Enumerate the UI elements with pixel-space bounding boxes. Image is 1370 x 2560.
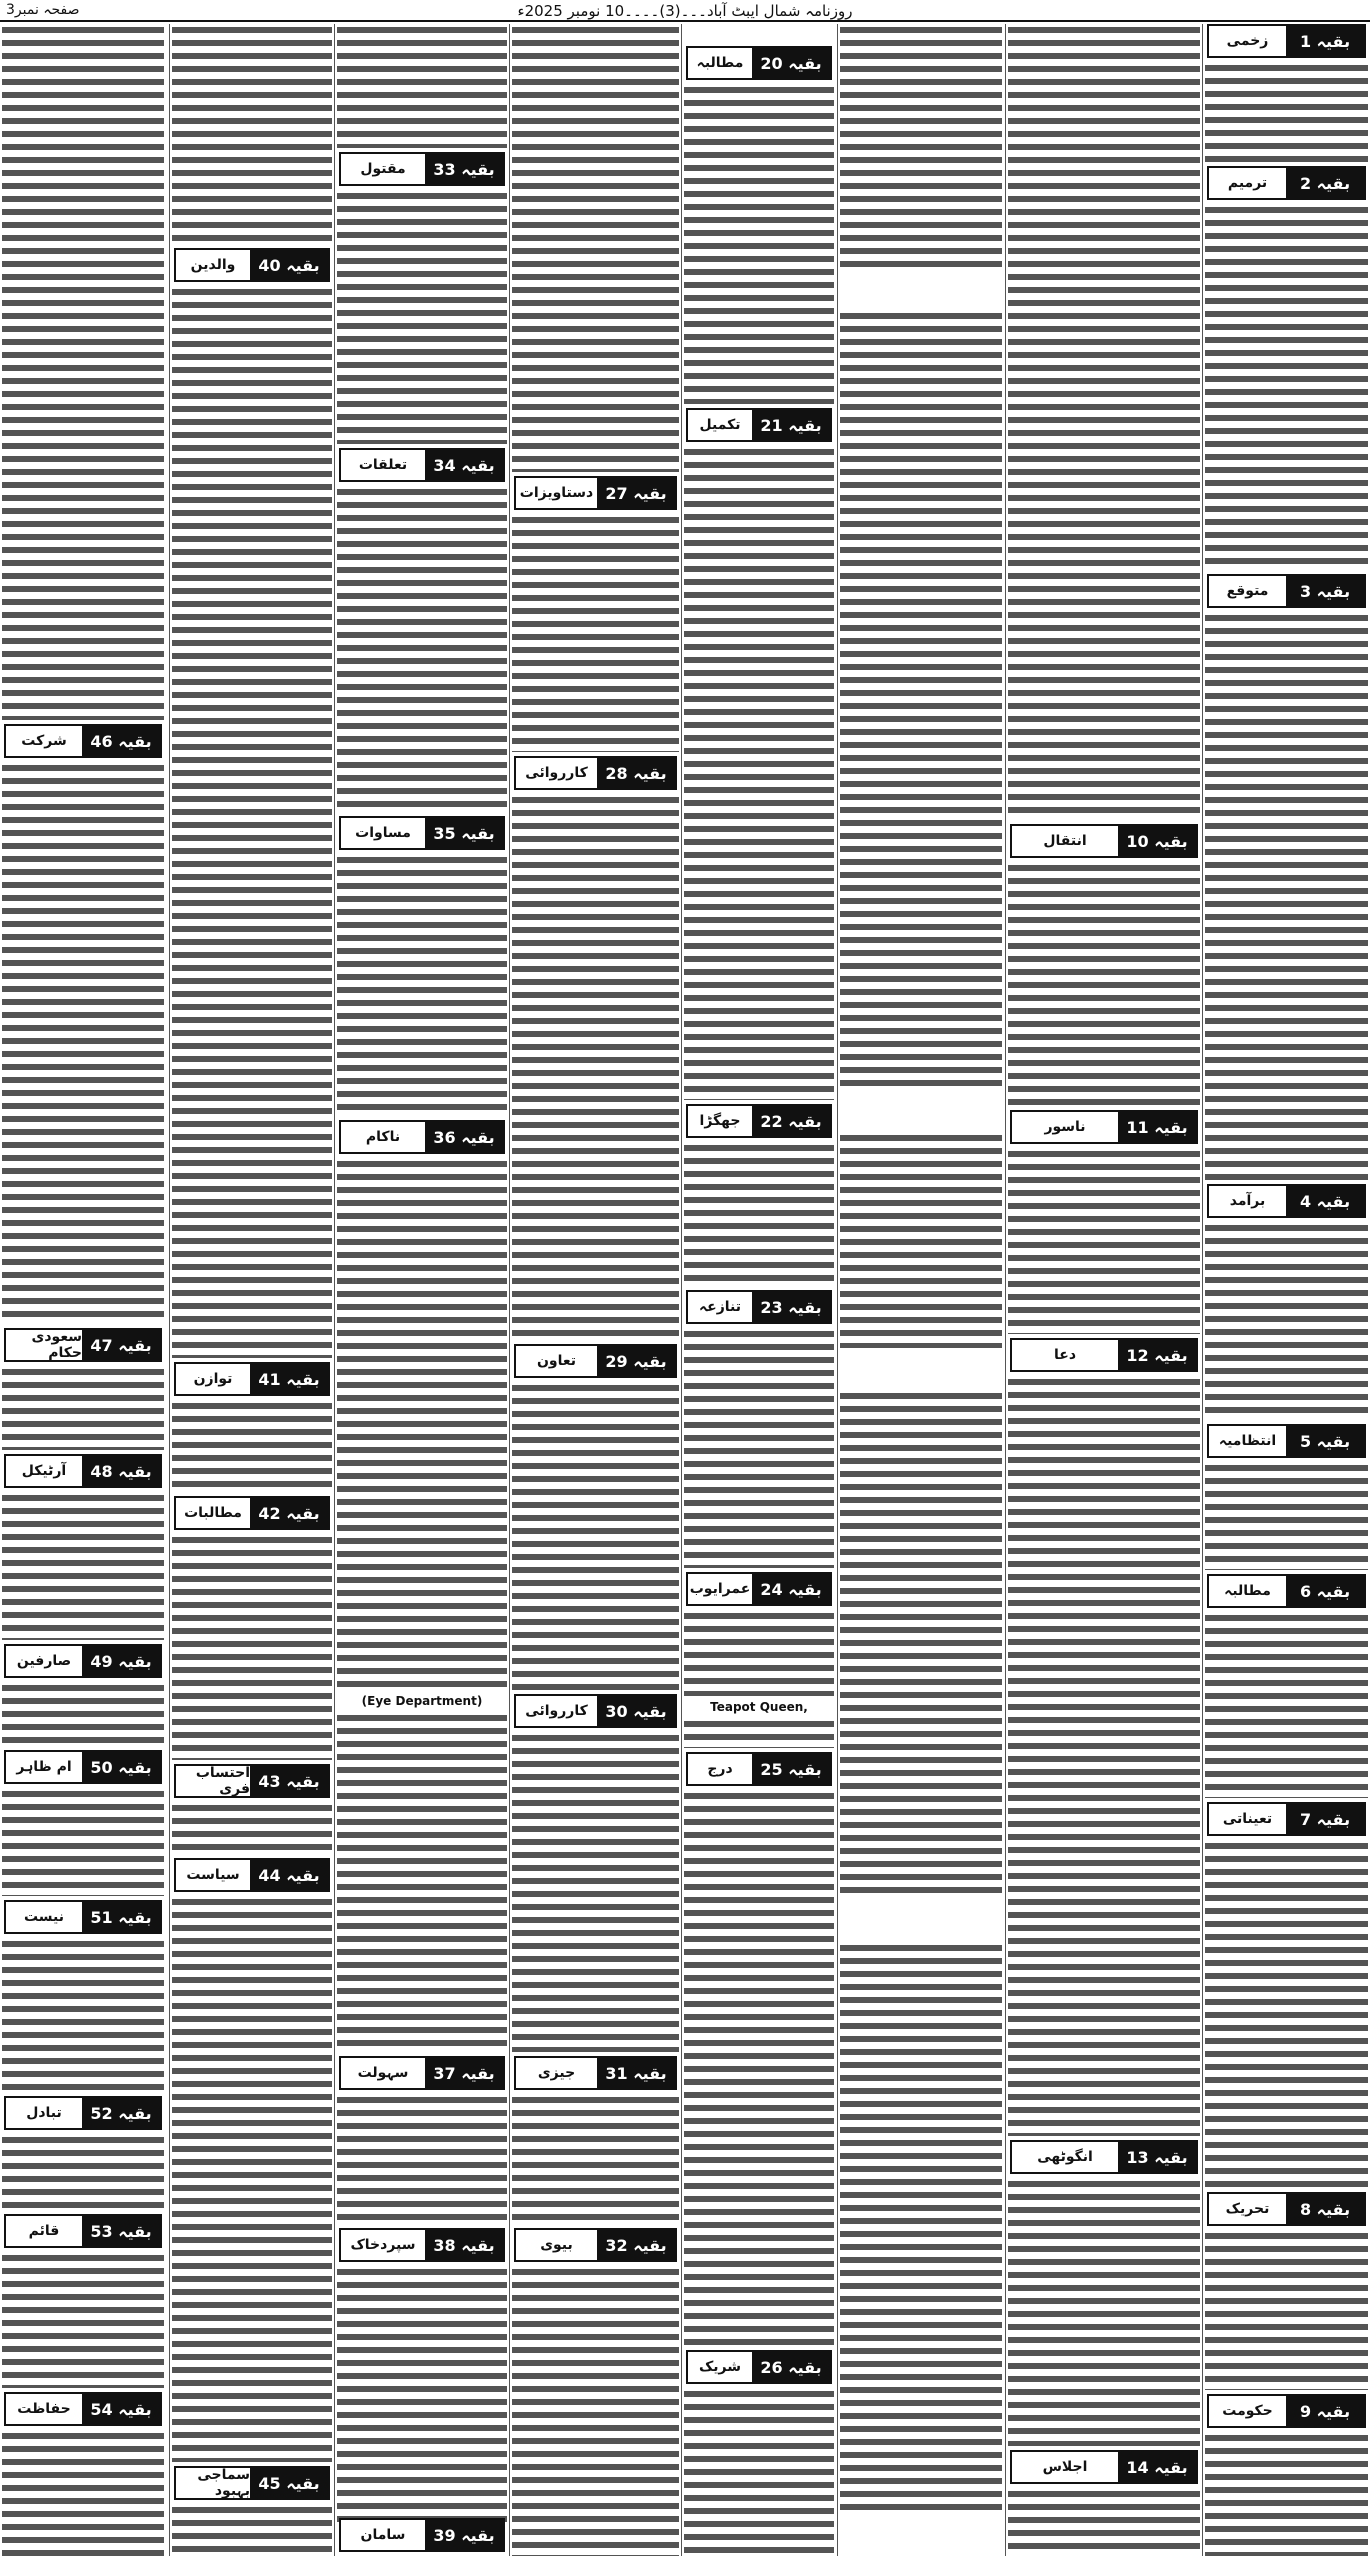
article-text [172, 24, 332, 244]
box-label: بقیہ 22 [752, 1106, 830, 1136]
continuation-box-8 [1207, 2192, 1366, 2226]
box-topic: انتظامیہ [1218, 1433, 1277, 1449]
box-topic: نیست [23, 1909, 65, 1925]
continuation-box-52 [4, 2096, 162, 2130]
box-label: بقیہ 11 [1118, 1112, 1196, 1142]
article-text [1008, 1148, 1200, 1334]
article-text [2, 2134, 164, 2210]
continuation-box-12 [1010, 1338, 1198, 1372]
box-topic: مساوات [355, 825, 411, 841]
article-text [512, 2266, 679, 2556]
box-label: بقیہ 36 [425, 1122, 503, 1152]
box-topic: درج [707, 1761, 733, 1777]
column-6 [337, 24, 507, 2556]
article-text [337, 190, 507, 444]
article-text [337, 1158, 507, 1690]
continuation-box-10 [1010, 824, 1198, 858]
box-label: بقیہ 48 [82, 1456, 160, 1486]
continuation-box-9 [1207, 2394, 1366, 2428]
box-label: بقیہ 25 [752, 1754, 830, 1784]
article-text [337, 854, 507, 1116]
article-text [1205, 1462, 1368, 1570]
continuation-box-1 [1207, 24, 1366, 58]
article-text [1205, 1222, 1368, 1420]
box-topic: کارروائی [525, 765, 588, 781]
article-text [337, 24, 507, 148]
box-label: بقیہ 50 [82, 1752, 160, 1782]
continuation-box-26 [686, 2350, 832, 2384]
box-topic: انگوٹھی [1037, 2149, 1093, 2165]
article-text [684, 1142, 834, 1286]
article-text [172, 1400, 332, 1492]
article-text [172, 2504, 332, 2556]
article-text [2, 762, 164, 1324]
box-label: بقیہ 40 [250, 250, 328, 280]
continuation-box-38 [339, 2228, 505, 2262]
box-topic: تعلقات [358, 457, 408, 473]
article-text [337, 2266, 507, 2526]
column-rule [334, 24, 335, 2556]
box-label: بقیہ 42 [250, 1498, 328, 1528]
article-text [2, 1938, 164, 2092]
box-label: بقیہ 20 [752, 48, 830, 78]
box-topic: قائم [28, 2223, 60, 2239]
box-topic: تعیناتی [1222, 1811, 1273, 1827]
continuation-box-7 [1207, 1802, 1366, 1836]
column-rule [169, 24, 170, 2556]
box-label: بقیہ 52 [82, 2098, 160, 2128]
box-topic: صارفین [16, 1653, 72, 1669]
continuation-box-45 [174, 2466, 330, 2500]
box-label: بقیہ 10 [1118, 826, 1196, 856]
box-label: بقیہ 46 [82, 726, 160, 756]
box-label: بقیہ 54 [82, 2394, 160, 2424]
article-text [1205, 62, 1368, 164]
box-label: بقیہ 33 [425, 154, 503, 184]
box-label: بقیہ 45 [250, 2468, 328, 2498]
box-label: بقیہ 31 [597, 2058, 675, 2088]
continuation-box-20 [686, 46, 832, 80]
article-text [1205, 1612, 1368, 1798]
box-label: بقیہ 34 [425, 450, 503, 480]
continuation-box-21 [686, 408, 832, 442]
continuation-box-2 [1207, 166, 1366, 200]
continuation-box-13 [1010, 2140, 1198, 2174]
continuation-box-34 [339, 448, 505, 482]
box-label: بقیہ 29 [597, 1346, 675, 1376]
box-topic: جیزی [537, 2065, 576, 2081]
box-label: بقیہ 3 [1286, 576, 1364, 606]
continuation-box-5 [1207, 1424, 1366, 1458]
continuation-box-3 [1207, 574, 1366, 608]
box-topic: توازن [193, 1371, 233, 1387]
box-topic: سپردخاک [350, 2237, 416, 2253]
article-text [1008, 1376, 1200, 2136]
article-text [684, 84, 834, 404]
column-rule [837, 24, 838, 2556]
box-topic: احتساب فری [195, 1765, 250, 1797]
continuation-box-22 [686, 1104, 832, 1138]
article-text [1205, 1840, 1368, 2188]
box-label: بقیہ 12 [1118, 1340, 1196, 1370]
page-number: صفحہ نمبر3 [6, 2, 80, 18]
continuation-box-53 [4, 2214, 162, 2248]
box-topic: آرٹیکل [21, 1463, 67, 1479]
article-text [684, 446, 834, 1100]
column-rule [509, 24, 510, 2556]
article-text [337, 1712, 507, 2052]
article-text [512, 2094, 679, 2224]
box-topic: والدین [190, 257, 236, 273]
box-label: بقیہ 43 [250, 1766, 328, 1796]
box-label: بقیہ 21 [752, 410, 830, 440]
box-topic: تنازعہ [698, 1299, 742, 1315]
continuation-box-49 [4, 1644, 162, 1678]
continuation-box-50 [4, 1750, 162, 1784]
continuation-box-35 [339, 816, 505, 850]
article-text [840, 1942, 1002, 2514]
column-3 [840, 24, 1002, 2556]
box-topic: تحریک [1225, 2201, 1270, 2217]
box-label: بقیہ 4 [1286, 1186, 1364, 1216]
continuation-box-33 [339, 152, 505, 186]
continuation-box-31 [514, 2056, 677, 2090]
box-topic: ام ظاہر [16, 1759, 72, 1775]
box-topic: مطالبہ [1224, 1583, 1271, 1599]
box-label: بقیہ 1 [1286, 26, 1364, 56]
continuation-box-46 [4, 724, 162, 758]
box-label: بقیہ 6 [1286, 1576, 1364, 1606]
masthead: روزنامہ شمال ایبٹ آباد۔۔۔(3)۔۔۔۔10 نومبر 2025ء [517, 2, 853, 20]
box-topic: سماجی بہبود [197, 2467, 250, 2499]
column-rule [681, 24, 682, 2556]
box-topic: ناسور [1044, 1119, 1086, 1135]
box-topic: ترمیم [1227, 175, 1268, 191]
box-label: بقیہ 13 [1118, 2142, 1196, 2172]
article-text [1008, 24, 1200, 820]
box-topic: بیوی [540, 2237, 573, 2253]
box-label: بقیہ 8 [1286, 2194, 1364, 2224]
article-text [2, 2252, 164, 2388]
article-text [684, 1328, 834, 1568]
continuation-box-11 [1010, 1110, 1198, 1144]
article-text [512, 1732, 679, 2052]
article-text [840, 1132, 1002, 1348]
box-topic: سامان [360, 2527, 406, 2543]
box-topic: شریک [698, 2359, 742, 2375]
article-text [172, 1802, 332, 1854]
box-label: بقیہ 30 [597, 1696, 675, 1726]
article-text [512, 24, 679, 472]
article-text [1008, 2488, 1200, 2556]
box-topic: مطالبات [184, 1505, 242, 1521]
page-header [0, 0, 1370, 22]
box-label: بقیہ 23 [752, 1292, 830, 1322]
continuation-box-36 [339, 1120, 505, 1154]
box-label: بقیہ 26 [752, 2352, 830, 2382]
article-text [1205, 2432, 1368, 2556]
box-label: بقیہ 49 [82, 1646, 160, 1676]
box-label: بقیہ 41 [250, 1364, 328, 1394]
continuation-box-29 [514, 1344, 677, 1378]
box-label: بقیہ 27 [597, 478, 675, 508]
article-text [2, 1366, 164, 1450]
article-text [1205, 2230, 1368, 2390]
article-text [684, 1790, 834, 2346]
box-topic: سیاست [186, 1867, 240, 1883]
continuation-box-43 [174, 1764, 330, 1798]
column-7 [172, 24, 332, 2556]
article-text [172, 1896, 332, 2462]
box-label: بقیہ 7 [1286, 1804, 1364, 1834]
box-label: بقیہ 39 [425, 2520, 503, 2550]
box-label: بقیہ 24 [752, 1574, 830, 1604]
article-text [2, 1682, 164, 1746]
box-label: بقیہ 32 [597, 2230, 675, 2260]
box-topic: برآمد [1229, 1193, 1266, 1209]
box-topic: تکمیل [699, 417, 741, 433]
column-rule [1005, 24, 1006, 2556]
box-topic: مطالبہ [696, 55, 744, 71]
inline-english-text: (Eye Department) [339, 1694, 505, 1708]
box-topic: دعا [1054, 1347, 1077, 1363]
article-text [2, 24, 164, 720]
article-text [512, 794, 679, 1340]
article-text [337, 486, 507, 812]
article-text [2, 1492, 164, 1640]
box-topic: سہولت [357, 2065, 409, 2081]
box-label: بقیہ 28 [597, 758, 675, 788]
column-8-left [2, 24, 164, 2556]
article-text [1205, 612, 1368, 1180]
box-topic: مقتول [360, 161, 406, 177]
box-label: بقیہ 35 [425, 818, 503, 848]
continuation-box-54 [4, 2392, 162, 2426]
continuation-box-6 [1207, 1574, 1366, 1608]
article-text [840, 310, 1002, 1090]
box-label: بقیہ 5 [1286, 1426, 1364, 1456]
continuation-box-37 [339, 2056, 505, 2090]
box-topic: حفاظت [17, 2401, 71, 2417]
box-label: بقیہ 9 [1286, 2396, 1364, 2426]
article-text [172, 286, 332, 1358]
continuation-box-23 [686, 1290, 832, 1324]
box-label: بقیہ 47 [82, 1330, 160, 1360]
continuation-box-42 [174, 1496, 330, 1530]
article-text [337, 2094, 507, 2224]
continuation-box-47 [4, 1328, 162, 1362]
article-text [684, 2388, 834, 2556]
article-text [1205, 204, 1368, 570]
continuation-box-27 [514, 476, 677, 510]
box-topic: سعودی حکام [31, 1329, 82, 1361]
continuation-box-48 [4, 1454, 162, 1488]
box-label: بقیہ 51 [82, 1902, 160, 1932]
continuation-box-28 [514, 756, 677, 790]
inline-english-text: Teapot Queen, [686, 1700, 832, 1714]
continuation-box-4 [1207, 1184, 1366, 1218]
box-label: بقیہ 14 [1118, 2452, 1196, 2482]
box-label: بقیہ 2 [1286, 168, 1364, 198]
box-topic: ناکام [365, 1129, 401, 1145]
article-text [840, 24, 1002, 268]
article-text [1008, 2178, 1200, 2446]
box-topic: دستاویزات [519, 485, 594, 501]
article-text [2, 2430, 164, 2556]
continuation-box-14 [1010, 2450, 1198, 2484]
box-topic: شرکت [21, 733, 67, 749]
article-text [172, 1534, 332, 1760]
continuation-box-40 [174, 248, 330, 282]
box-topic: اجلاس [1042, 2459, 1088, 2475]
article-text [684, 1718, 834, 1748]
continuation-box-51 [4, 1900, 162, 1934]
box-topic: متوقع [1226, 583, 1269, 599]
continuation-box-30 [514, 1694, 677, 1728]
article-text [840, 1390, 1002, 1900]
box-topic: حکومت [1222, 2403, 1273, 2419]
column-4 [684, 24, 834, 2556]
box-topic: تعاون [536, 1353, 577, 1369]
column-5 [512, 24, 679, 2556]
article-text [1008, 862, 1200, 1106]
box-topic: عمرایوب [689, 1581, 751, 1597]
box-topic: زخمی [1226, 33, 1269, 49]
article-text [512, 514, 679, 752]
continuation-box-41 [174, 1362, 330, 1396]
continuation-box-25 [686, 1752, 832, 1786]
continuation-box-44 [174, 1858, 330, 1892]
article-text [684, 1610, 834, 1696]
continuation-box-39 [339, 2518, 505, 2552]
box-label: بقیہ 37 [425, 2058, 503, 2088]
continuation-box-24 [686, 1572, 832, 1606]
article-text [512, 1382, 679, 1690]
box-topic: تبادل [26, 2105, 62, 2121]
continuation-box-32 [514, 2228, 677, 2262]
box-label: بقیہ 44 [250, 1860, 328, 1890]
column-rule [1202, 24, 1203, 2556]
article-text [2, 1788, 164, 1896]
box-label: بقیہ 38 [425, 2230, 503, 2260]
column-1 [1205, 24, 1368, 2556]
box-topic: جھگڑا [699, 1113, 741, 1129]
box-topic: کارروائی [525, 1703, 588, 1719]
column-2 [1008, 24, 1200, 2556]
box-label: بقیہ 53 [82, 2216, 160, 2246]
box-topic: انتقال [1043, 833, 1087, 849]
